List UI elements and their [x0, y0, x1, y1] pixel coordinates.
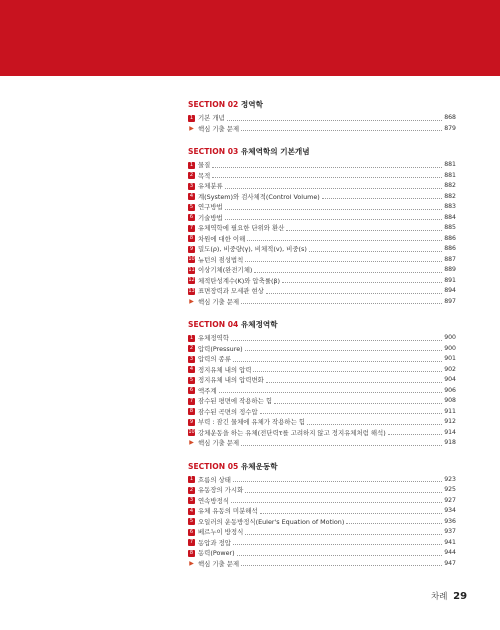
toc-entry[interactable]: [188, 286, 456, 297]
section-spacer: [188, 307, 456, 319]
entry-page-number: 925: [444, 486, 456, 493]
entry-title: 압력의 종류: [198, 355, 231, 363]
dot-leader: [237, 555, 443, 556]
arrow-icon: ▶: [189, 297, 194, 305]
section-title: 유체운동학: [240, 461, 278, 471]
entry-page-number: 912: [444, 418, 456, 425]
toc-entry[interactable]: [188, 538, 456, 549]
toc-entry[interactable]: [188, 496, 456, 507]
page-footer: [431, 590, 467, 602]
dot-leader: [266, 293, 442, 294]
toc-entry[interactable]: [188, 160, 456, 171]
entry-number-badge: 1: [189, 476, 194, 483]
toc-entry[interactable]: [188, 417, 456, 428]
section-heading: [188, 146, 456, 158]
toc-section: [188, 461, 456, 570]
entry-number-badge: 11: [188, 266, 195, 273]
dot-leader: [245, 492, 442, 493]
section-heading: [188, 461, 456, 473]
dot-leader: [274, 403, 442, 404]
entry-page-number: 918: [444, 439, 456, 446]
section-title: 유체정역학: [240, 320, 278, 329]
entry-title: 차원에 대한 이해: [198, 234, 246, 243]
toc-entry[interactable]: [188, 559, 456, 570]
entry-number-badge: 7: [189, 397, 194, 404]
entry-number-badge: 9: [189, 245, 194, 252]
entry-number-badge: 7: [189, 224, 194, 231]
toc-section: [188, 146, 456, 307]
entry-page-number: 906: [444, 386, 456, 394]
toc-entry[interactable]: [188, 475, 456, 486]
entry-page-number: 934: [444, 507, 456, 514]
entry-title: 표면장력과 모세관 현상: [198, 287, 264, 295]
toc-entry[interactable]: [188, 333, 456, 344]
toc-entry[interactable]: [188, 407, 456, 418]
entry-page-number: 927: [444, 496, 456, 504]
entry-page-number: 886: [444, 234, 456, 242]
toc-entry[interactable]: [188, 438, 456, 449]
dot-leader: [233, 544, 442, 545]
entry-title: 핵심 기출 문제: [198, 297, 240, 306]
dot-leader: [245, 350, 443, 351]
dot-leader: [231, 502, 442, 503]
entry-title: 흐름의 상태: [198, 475, 231, 484]
dot-leader: [260, 413, 443, 414]
dot-leader: [241, 303, 442, 304]
footer-page-number: 29: [453, 591, 468, 602]
toc-entry[interactable]: [188, 213, 456, 224]
entry-title: 유체역학에 필요한 단위와 환산: [198, 224, 285, 232]
toc-entry[interactable]: [188, 365, 456, 376]
section-number: SECTION 03: [188, 147, 239, 156]
entry-title: 잠수된 곡면의 정수압: [198, 407, 258, 416]
dot-leader: [233, 361, 442, 362]
section-heading: [188, 99, 456, 111]
entry-page-number: 879: [444, 124, 456, 132]
entry-page-number: 881: [444, 171, 456, 179]
entry-page-number: 947: [444, 559, 456, 567]
toc-entry[interactable]: [188, 386, 456, 397]
entry-number-badge: 2: [189, 172, 194, 179]
entry-title: 기본 개념: [198, 114, 225, 122]
dot-leader: [219, 392, 443, 393]
entry-number-badge: 4: [189, 193, 194, 200]
entry-page-number: 908: [444, 397, 456, 404]
entry-number-badge: 10: [188, 429, 195, 436]
dot-leader: [286, 230, 442, 231]
entry-number-badge: 6: [189, 214, 194, 221]
dot-leader: [227, 120, 442, 121]
toc-entry[interactable]: [188, 124, 456, 135]
entry-title: 물질: [198, 161, 211, 169]
dot-leader: [309, 251, 442, 252]
entry-number-badge: 8: [189, 235, 194, 242]
entry-page-number: 923: [444, 475, 456, 483]
toc-entry[interactable]: [188, 192, 456, 203]
section-number: SECTION 04: [188, 320, 239, 329]
entry-title: 핵심 기출 문제: [198, 439, 240, 447]
toc-entry[interactable]: [188, 396, 456, 407]
section-title: 유체역학의 기본개념: [240, 147, 310, 156]
toc-entry[interactable]: [188, 297, 456, 308]
dot-leader: [322, 198, 442, 199]
entry-title: 강체운동을 하는 유체(전단력τ를 고려하지 않고 정지유체처럼 해석): [198, 428, 386, 437]
entry-number-badge: 3: [189, 497, 194, 504]
toc-entry[interactable]: [188, 244, 456, 255]
entry-page-number: 900: [444, 344, 456, 352]
entry-page-number: 902: [444, 365, 456, 373]
section-number: SECTION 05: [188, 461, 239, 471]
arrow-icon: ▶: [189, 439, 194, 446]
entry-number-badge: 10: [188, 256, 195, 263]
entry-number-badge: 2: [189, 486, 194, 493]
entry-title: 유체분류: [198, 182, 223, 190]
entry-page-number: 941: [444, 538, 456, 546]
entry-title: 부력 : 잠긴 물체에 유체가 작용하는 힘: [198, 418, 305, 426]
toc-entry[interactable]: [188, 265, 456, 276]
entry-page-number: 889: [444, 266, 456, 273]
toc-entry[interactable]: [188, 428, 456, 439]
dot-leader: [245, 534, 442, 535]
entry-number-badge: 1: [189, 334, 194, 341]
entry-number-badge: 8: [189, 549, 194, 556]
dot-leader: [282, 282, 442, 283]
entry-page-number: 901: [444, 355, 456, 362]
toc-entry[interactable]: [188, 344, 456, 355]
entry-page-number: 882: [444, 182, 456, 189]
table-of-contents: [188, 99, 456, 569]
dot-leader: [266, 382, 442, 383]
entry-number-badge: 8: [189, 408, 194, 415]
dot-leader: [346, 523, 442, 524]
entry-title: 목적: [198, 171, 211, 180]
toc-section: [188, 99, 456, 134]
toc-entry[interactable]: [188, 354, 456, 365]
entry-number-badge: 6: [189, 387, 194, 394]
toc-entry[interactable]: [188, 517, 456, 528]
dot-leader: [225, 219, 442, 220]
dot-leader: [307, 424, 442, 425]
entry-title: 동력(Power): [198, 549, 235, 557]
header-banner: [0, 0, 500, 76]
entry-number-badge: 6: [189, 528, 194, 535]
entry-number-badge: 9: [189, 418, 194, 425]
entry-page-number: 936: [444, 517, 456, 525]
entry-page-number: 911: [444, 407, 456, 415]
entry-title: 체적탄성계수(K)와 압축률(β): [198, 276, 281, 285]
entry-title: 베르누이 방정식: [198, 528, 244, 536]
entry-number-badge: 4: [189, 507, 194, 514]
dot-leader: [233, 481, 442, 482]
entry-number-badge: 3: [189, 355, 194, 362]
entry-page-number: 883: [444, 203, 456, 210]
toc-entry[interactable]: [188, 202, 456, 213]
dot-leader: [212, 167, 442, 168]
toc-entry[interactable]: [188, 276, 456, 287]
dot-leader: [225, 188, 442, 189]
entry-number-badge: 1: [189, 161, 194, 168]
entry-title: 밀도(ρ), 비중량(γ), 비체적(v), 비중(s): [198, 245, 307, 253]
entry-page-number: 904: [444, 376, 456, 383]
entry-number-badge: 12: [188, 277, 195, 284]
entry-page-number: 868: [444, 114, 456, 121]
toc-entry[interactable]: [188, 527, 456, 538]
dot-leader: [241, 565, 442, 566]
toc-entry[interactable]: [188, 234, 456, 245]
dot-leader: [241, 445, 442, 446]
entry-number-badge: 13: [188, 287, 195, 294]
entry-title: 핵심 기출 문제: [198, 124, 240, 133]
entry-title: 액주계: [198, 386, 217, 395]
section-spacer: [188, 134, 456, 146]
entry-number-badge: 5: [189, 376, 194, 383]
entry-page-number: 882: [444, 192, 456, 200]
entry-title: 연구방법: [198, 203, 223, 211]
entry-page-number: 886: [444, 245, 456, 252]
entry-title: 유체정역학: [198, 334, 229, 342]
entry-title: 정지유체 내의 압력: [198, 365, 252, 374]
entry-title: 뉴턴의 점성법칙: [198, 255, 244, 264]
toc-entry[interactable]: [188, 506, 456, 517]
dot-leader: [212, 177, 442, 178]
dot-leader: [245, 261, 442, 262]
entry-number-badge: 5: [189, 203, 194, 210]
dot-leader: [247, 240, 442, 241]
toc-entry[interactable]: [188, 113, 456, 124]
toc-entry[interactable]: [188, 548, 456, 559]
toc-section: [188, 319, 456, 449]
entry-title: 핵심 기출 문제: [198, 559, 240, 568]
entry-page-number: 944: [444, 549, 456, 556]
section-heading: [188, 319, 456, 331]
toc-entry[interactable]: [188, 485, 456, 496]
arrow-icon: ▶: [189, 124, 194, 132]
section-number: SECTION 02: [188, 100, 239, 109]
entry-number-badge: 2: [189, 345, 194, 352]
toc-entry[interactable]: [188, 255, 456, 266]
dot-leader: [231, 340, 442, 341]
entry-title: 오일러의 운동방정식(Euler's Equation of Motion): [198, 517, 345, 526]
entry-page-number: 894: [444, 287, 456, 294]
dot-leader: [253, 371, 442, 372]
entry-page-number: 887: [444, 255, 456, 263]
toc-entry[interactable]: [188, 223, 456, 234]
arrow-icon: ▶: [189, 559, 194, 567]
entry-title: 유체 유동의 미분해석: [198, 507, 258, 515]
entry-number-badge: 4: [189, 366, 194, 373]
entry-page-number: 900: [444, 334, 456, 341]
entry-page-number: 884: [444, 213, 456, 221]
entry-number-badge: 1: [189, 114, 194, 121]
entry-page-number: 891: [444, 276, 456, 284]
footer-label: 차례: [431, 592, 448, 602]
dot-leader: [241, 130, 442, 131]
section-title: 정역학: [240, 100, 263, 109]
entry-title: 기술방법: [198, 213, 223, 222]
toc-entry[interactable]: [188, 171, 456, 182]
entry-number-badge: 7: [189, 539, 194, 546]
entry-number-badge: 5: [189, 518, 194, 525]
dot-leader: [225, 209, 442, 210]
entry-page-number: 937: [444, 528, 456, 535]
dot-leader: [254, 272, 442, 273]
entry-page-number: 914: [444, 428, 456, 436]
toc-entry[interactable]: [188, 181, 456, 192]
entry-title: 이상기체(완전기체): [198, 266, 253, 274]
entry-page-number: 897: [444, 297, 456, 305]
dot-leader: [260, 513, 443, 514]
entry-title: 유동장의 가시화: [198, 486, 244, 494]
entry-title: 잠수된 평면에 작용하는 힘: [198, 397, 273, 405]
toc-entry[interactable]: [188, 375, 456, 386]
entry-page-number: 881: [444, 161, 456, 168]
entry-title: 연속방정식: [198, 496, 229, 505]
entry-title: 계(System)와 검사체적(Control Volume): [198, 192, 320, 201]
dot-leader: [388, 434, 442, 435]
entry-title: 압력(Pressure): [198, 344, 243, 353]
entry-page-number: 885: [444, 224, 456, 231]
entry-title: 정지유체 내의 압력변화: [198, 376, 264, 384]
section-spacer: [188, 449, 456, 461]
entry-title: 동압과 정압: [198, 538, 231, 547]
entry-number-badge: 3: [189, 182, 194, 189]
